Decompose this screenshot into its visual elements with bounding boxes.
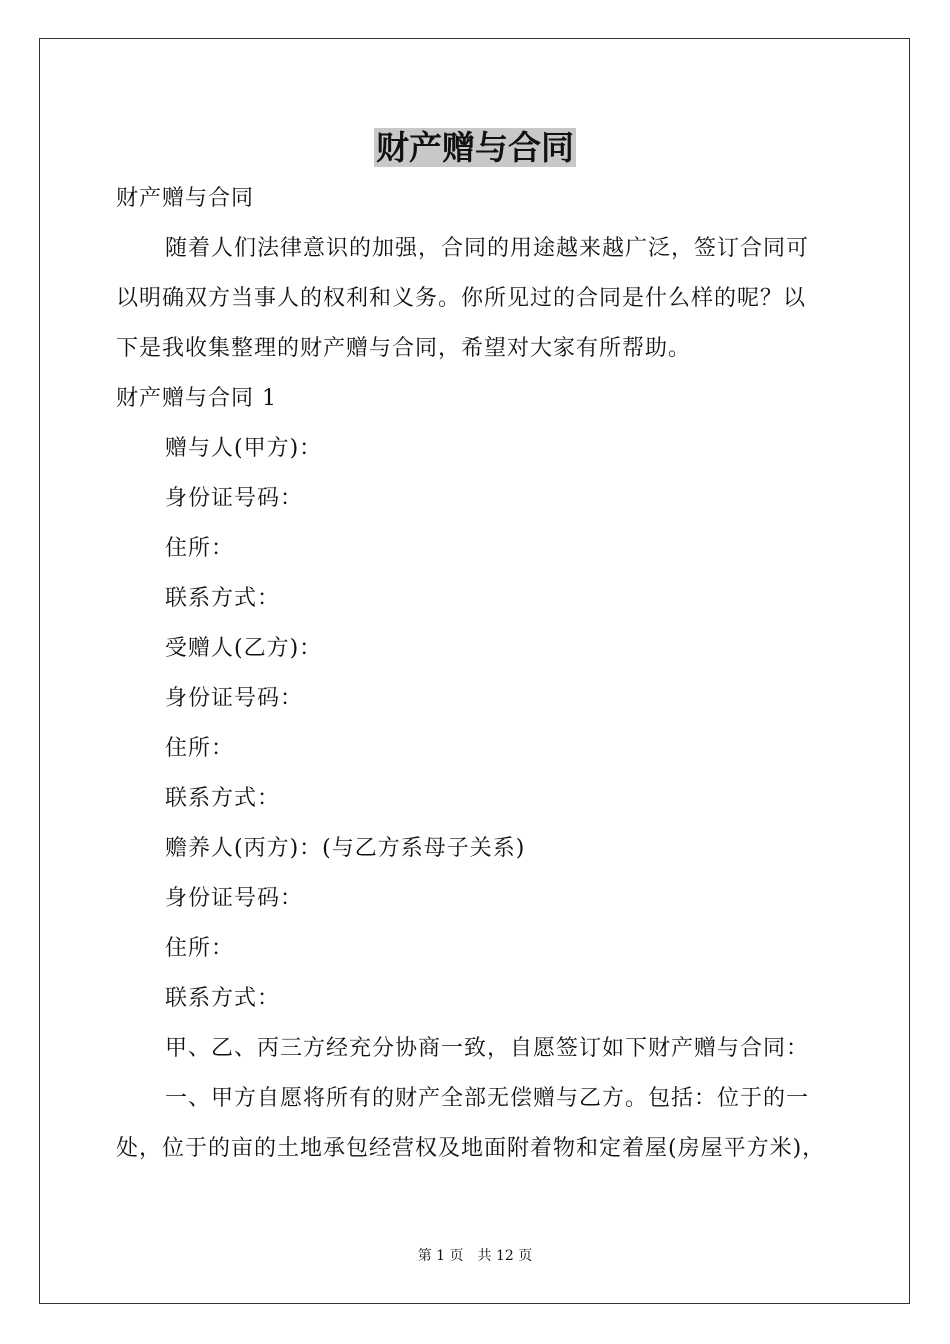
text-line: 以明确双方当事人的权利和义务。你所见过的合同是什么样的呢？以 — [116, 286, 807, 311]
text-line: 甲、乙、丙三方经充分协商一致，自愿签订如下财产赠与合同： — [165, 1036, 810, 1061]
text-line: 住所： — [165, 936, 235, 961]
text-line: 身份证号码： — [165, 686, 304, 711]
text-line: 联系方式： — [165, 786, 281, 811]
text-line: 一、甲方自愿将所有的财产全部无偿赠与乙方。包括：位于的一 — [165, 1086, 810, 1111]
document-title-text: 财产赠与合同 — [376, 128, 574, 167]
text-line: 财产赠与合同 1 — [116, 386, 277, 411]
document-title — [0, 124, 950, 172]
text-line: 下是我收集整理的财产赠与合同，希望对大家有所帮助。 — [116, 336, 692, 361]
text-line: 处，位于的亩的土地承包经营权及地面附着物和定着屋(房屋平方米)， — [116, 1136, 826, 1161]
text-line: 住所： — [165, 536, 235, 561]
page-footer — [0, 1246, 950, 1266]
text-line: 受赠人(乙方)： — [165, 636, 323, 661]
text-line: 财产赠与合同 — [116, 186, 255, 211]
text-line: 身份证号码： — [165, 486, 304, 511]
text-line: 联系方式： — [165, 986, 281, 1011]
text-line: 住所： — [165, 736, 235, 761]
page-total: 共 12 页 — [477, 1248, 533, 1264]
text-line: 身份证号码： — [165, 886, 304, 911]
document-body — [116, 174, 836, 1174]
text-line: 赡养人(丙方)：(与乙方系母子关系) — [165, 836, 526, 861]
text-line: 联系方式： — [165, 586, 281, 611]
page-number: 第 1 页 — [417, 1248, 464, 1264]
text-line: 随着人们法律意识的加强，合同的用途越来越广泛，签订合同可 — [165, 236, 810, 261]
text-line: 赠与人(甲方)： — [165, 436, 323, 461]
